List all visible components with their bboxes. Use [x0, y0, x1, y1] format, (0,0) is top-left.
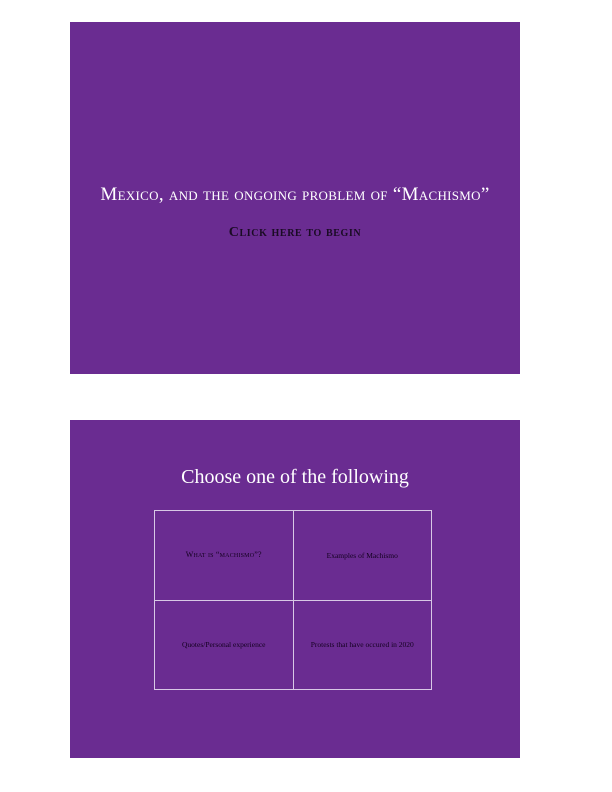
- slide-title[interactable]: [70, 22, 520, 374]
- slide-menu-heading: Choose one of the following: [181, 466, 409, 488]
- menu-grid: [154, 510, 432, 690]
- menu-item-examples-of-machismo[interactable]: Examples of Machismo: [294, 511, 433, 601]
- slide-menu[interactable]: [70, 420, 520, 758]
- menu-item-protests-2020[interactable]: Protests that have occured in 2020: [294, 601, 433, 691]
- menu-item-quotes-personal-experience[interactable]: Quotes/Personal experience: [155, 601, 294, 691]
- menu-item-what-is-machismo[interactable]: What is “machismo”?: [155, 511, 294, 601]
- slide-title-heading: Mexico, and the ongoing problem of “Machismo”: [100, 184, 490, 205]
- click-here-to-begin-link[interactable]: Click here to begin: [228, 225, 362, 240]
